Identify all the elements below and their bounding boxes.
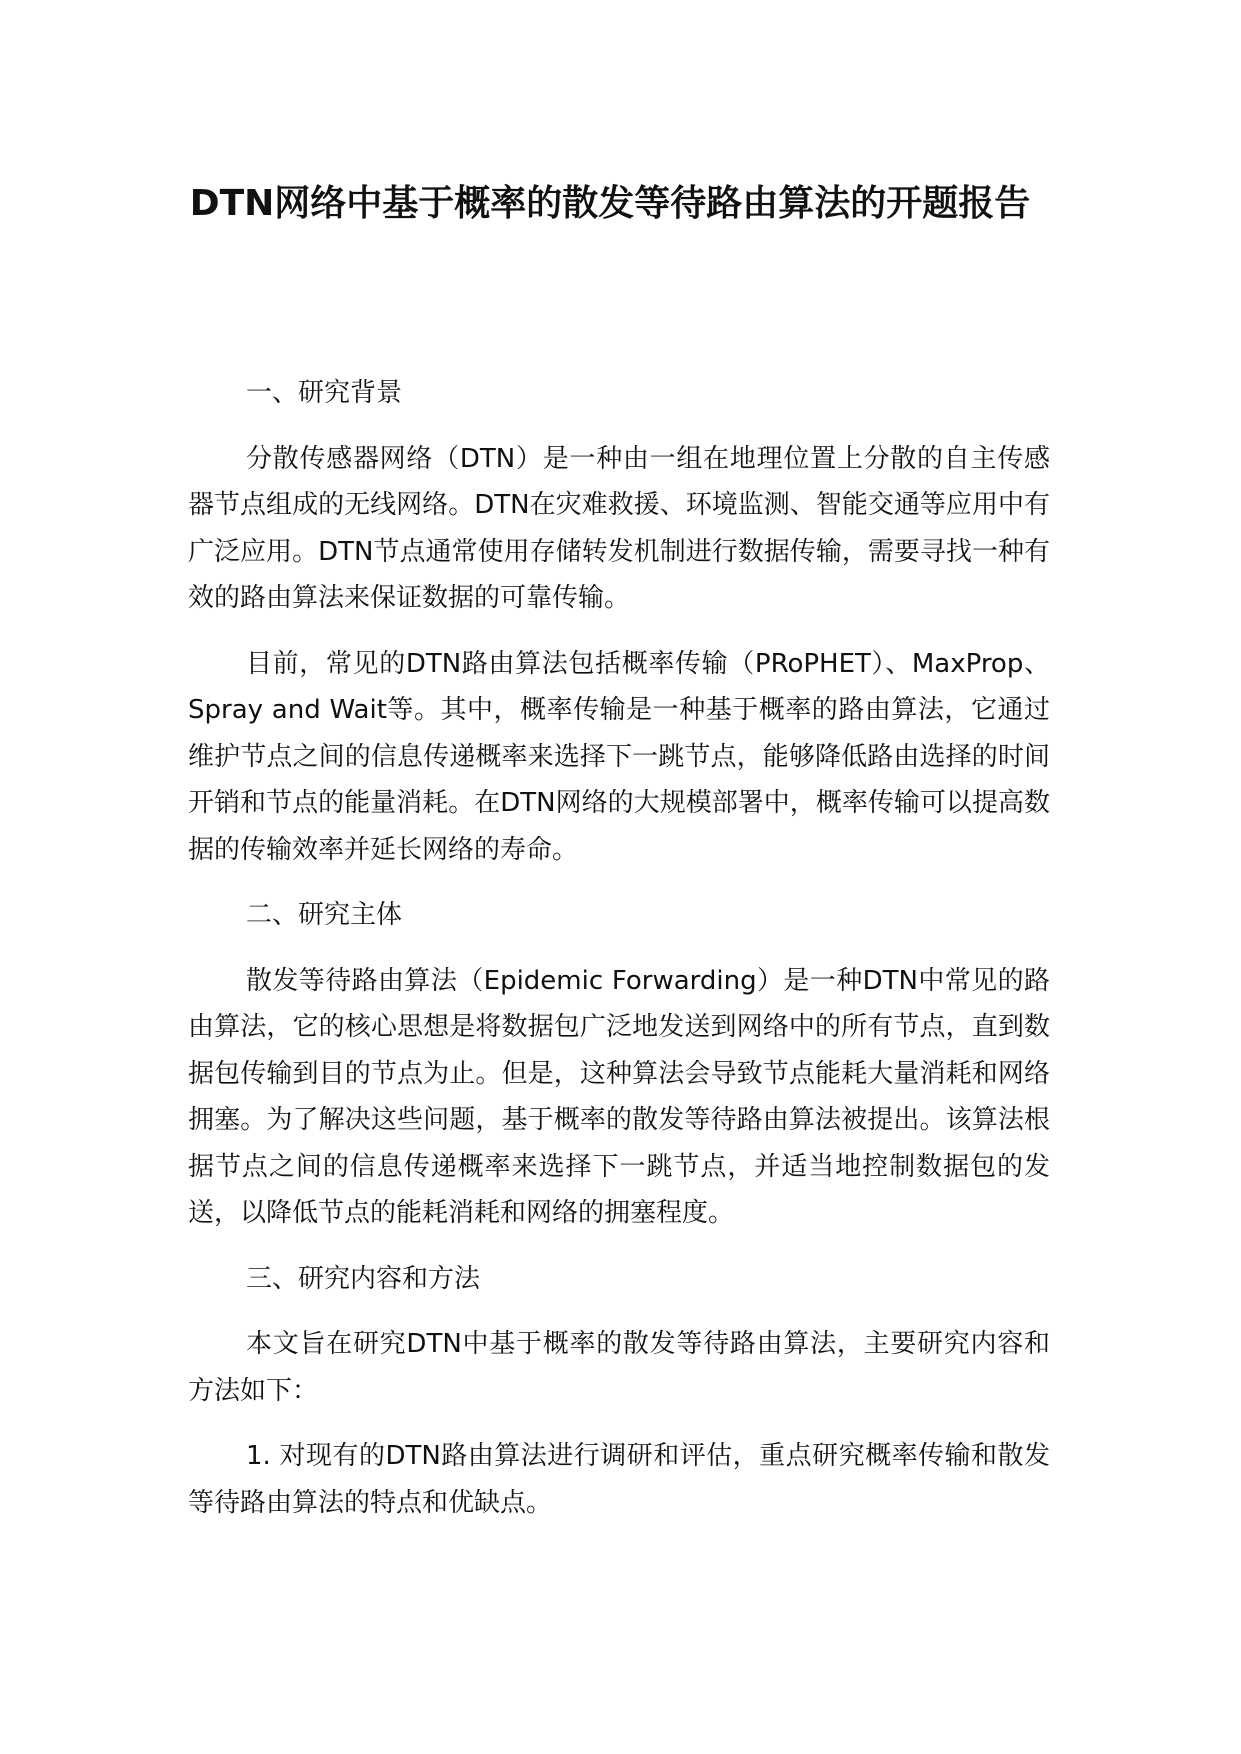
list-item-1: 1. 对现有的DTN路由算法进行调研和评估，重点研究概率传输和散发等待路由算法的特点和优缺点。 [188,1441,1050,1518]
paragraph-main-body-1: 散发等待路由算法（Epidemic Forwarding）是一种DTN中常见的路由算法，它的核心思想是将数据包广泛地发送到网络中的所有节点，直到数据包传输到目的节点为止。但是，这种算法会导致节点能耗大量消耗和网络拥塞。为了解决这些问题，基于概率的散发等待路由算法被提出。该算法根据节点之间的信息传递概率来选择下一跳节点，并适当地控制数据包的发送，以降低节点的能耗消耗和网络的拥塞程度。 [188,965,1050,1228]
paragraph-content-methods-1: 本文旨在研究DTN中基于概率的散发等待路由算法，主要研究内容和方法如下： [188,1329,1050,1406]
document-body [188,370,1050,1545]
paragraph-background-1: 分散传感器网络（DTN）是一种由一组在地理位置上分散的自主传感器节点组成的无线网络。DTN在灾难救援、环境监测、智能交通等应用中有广泛应用。DTN节点通常使用存储转发机制进行数据传输，需要寻找一种有效的路由算法来保证数据的可靠传输。 [188,443,1050,613]
section-heading-main-body: 二、研究主体 [246,900,403,930]
document-title: DTN网络中基于概率的散发等待路由算法的开题报告 [189,183,1031,224]
section-heading-background: 一、研究背景 [246,378,403,408]
paragraph-background-2: 目前，常见的DTN路由算法包括概率传输（PRoPHET）、MaxProp、Spray and Wait等。其中，概率传输是一种基于概率的路由算法，它通过维护节点之间的信息传递概率来选择下一跳节点，能够降低路由选择的时间开销和节点的能量消耗。在DTN网络的大规模部署中，概率传输可以提高数据的传输效率并延长网络的寿命。 [188,648,1050,865]
section-heading-content-methods: 三、研究内容和方法 [246,1263,481,1294]
